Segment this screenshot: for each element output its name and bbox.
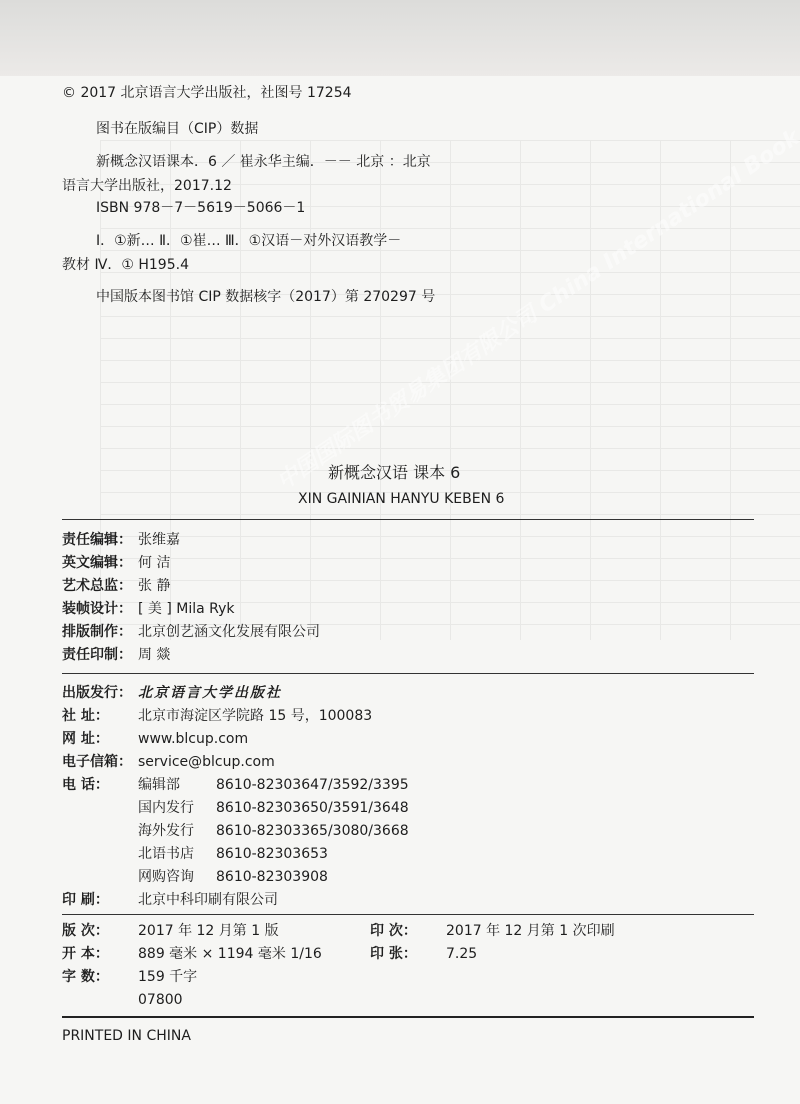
phone-number-2: 8610-82303365/3080/3668 [216, 823, 409, 839]
edition-value: 2017 年 12 月第 1 版 [138, 923, 279, 939]
page-top-edge [0, 0, 800, 78]
phone-number-3: 8610-82303653 [216, 846, 328, 862]
staff-label-4: 排版制作： [62, 624, 132, 640]
staff-value-4: 北京创艺涵文化发展有限公司 [138, 624, 320, 640]
copyright-line: © 2017 北京语言大学出版社，社图号 17254 [62, 85, 352, 101]
divider-lower [62, 914, 754, 915]
phone-dept-2: 海外发行 [138, 823, 194, 839]
cip-isbn: ISBN 978－7－5619－5066－1 [96, 200, 306, 216]
book-title-pinyin: XIN GAINIAN HANYU KEBEN 6 [298, 491, 505, 507]
cip-heading: 图书在版编目（CIP）数据 [96, 121, 259, 137]
staff-label-3: 装帧设计： [62, 601, 132, 617]
printed-in-china: PRINTED IN CHINA [62, 1028, 191, 1044]
word-count-value: 159 千字 [138, 969, 198, 985]
staff-label-0: 责任编辑： [62, 532, 132, 548]
staff-value-2: 张 静 [138, 578, 171, 594]
cip-class-2: 教材 Ⅳ．① H195.4 [62, 257, 189, 273]
divider-mid [62, 673, 754, 674]
staff-value-3: [ 美 ] Mila Ryk [138, 601, 235, 617]
cip-line-2: 语言大学出版社，2017.12 [62, 178, 232, 194]
print-run-label: 印 次： [370, 923, 417, 939]
divider-top [62, 519, 754, 520]
cip-record: 中国版本图书馆 CIP 数据核字（2017）第 270297 号 [96, 289, 436, 305]
website-label: 网 址： [62, 731, 109, 747]
printer-label: 印 刷： [62, 892, 109, 908]
printer-value: 北京中科印刷有限公司 [138, 892, 278, 908]
phone-dept-3: 北语书店 [138, 846, 194, 862]
address-label: 社 址： [62, 708, 109, 724]
phone-dept-4: 网购咨询 [138, 869, 194, 885]
staff-value-0: 张维嘉 [138, 532, 180, 548]
publisher-name: 北京语言大学出版社 [138, 685, 282, 701]
staff-label-1: 英文编辑： [62, 555, 132, 571]
email-value: service@blcup.com [138, 754, 275, 770]
phone-number-4: 8610-82303908 [216, 869, 328, 885]
phone-dept-1: 国内发行 [138, 800, 194, 816]
format-value: 889 毫米 × 1194 毫米 1/16 [138, 946, 322, 962]
cip-class-1: Ⅰ．①新… Ⅱ．①崔… Ⅲ．①汉语－对外汉语教学－ [96, 233, 402, 249]
phone-dept-0: 编辑部 [138, 777, 180, 793]
word-count-label: 字 数： [62, 969, 109, 985]
book-title-cn: 新概念汉语 课本 6 [328, 463, 461, 482]
product-code: 07800 [138, 992, 183, 1008]
edition-label: 版 次： [62, 923, 109, 939]
website-value: www.blcup.com [138, 731, 249, 747]
divider-bottom [62, 1016, 754, 1018]
sheets-value: 7.25 [446, 946, 478, 962]
format-label: 开 本： [62, 946, 109, 962]
staff-label-2: 艺术总监： [62, 578, 132, 594]
staff-value-5: 周 燚 [138, 647, 171, 663]
phone-label: 电 话： [62, 777, 109, 793]
cip-line-1: 新概念汉语课本．6 ／ 崔永华主编．－－ 北京 ：北京 [96, 154, 431, 170]
staff-value-1: 何 洁 [138, 555, 171, 571]
print-run-value: 2017 年 12 月第 1 次印刷 [446, 923, 615, 939]
staff-label-5: 责任印制： [62, 647, 132, 663]
email-label: 电子信箱： [62, 754, 132, 770]
sheets-label: 印 张： [370, 946, 417, 962]
phone-number-0: 8610-82303647/3592/3395 [216, 777, 409, 793]
publisher-label: 出版发行： [62, 685, 132, 701]
phone-number-1: 8610-82303650/3591/3648 [216, 800, 409, 816]
address-value: 北京市海淀区学院路 15 号，100083 [138, 708, 373, 724]
